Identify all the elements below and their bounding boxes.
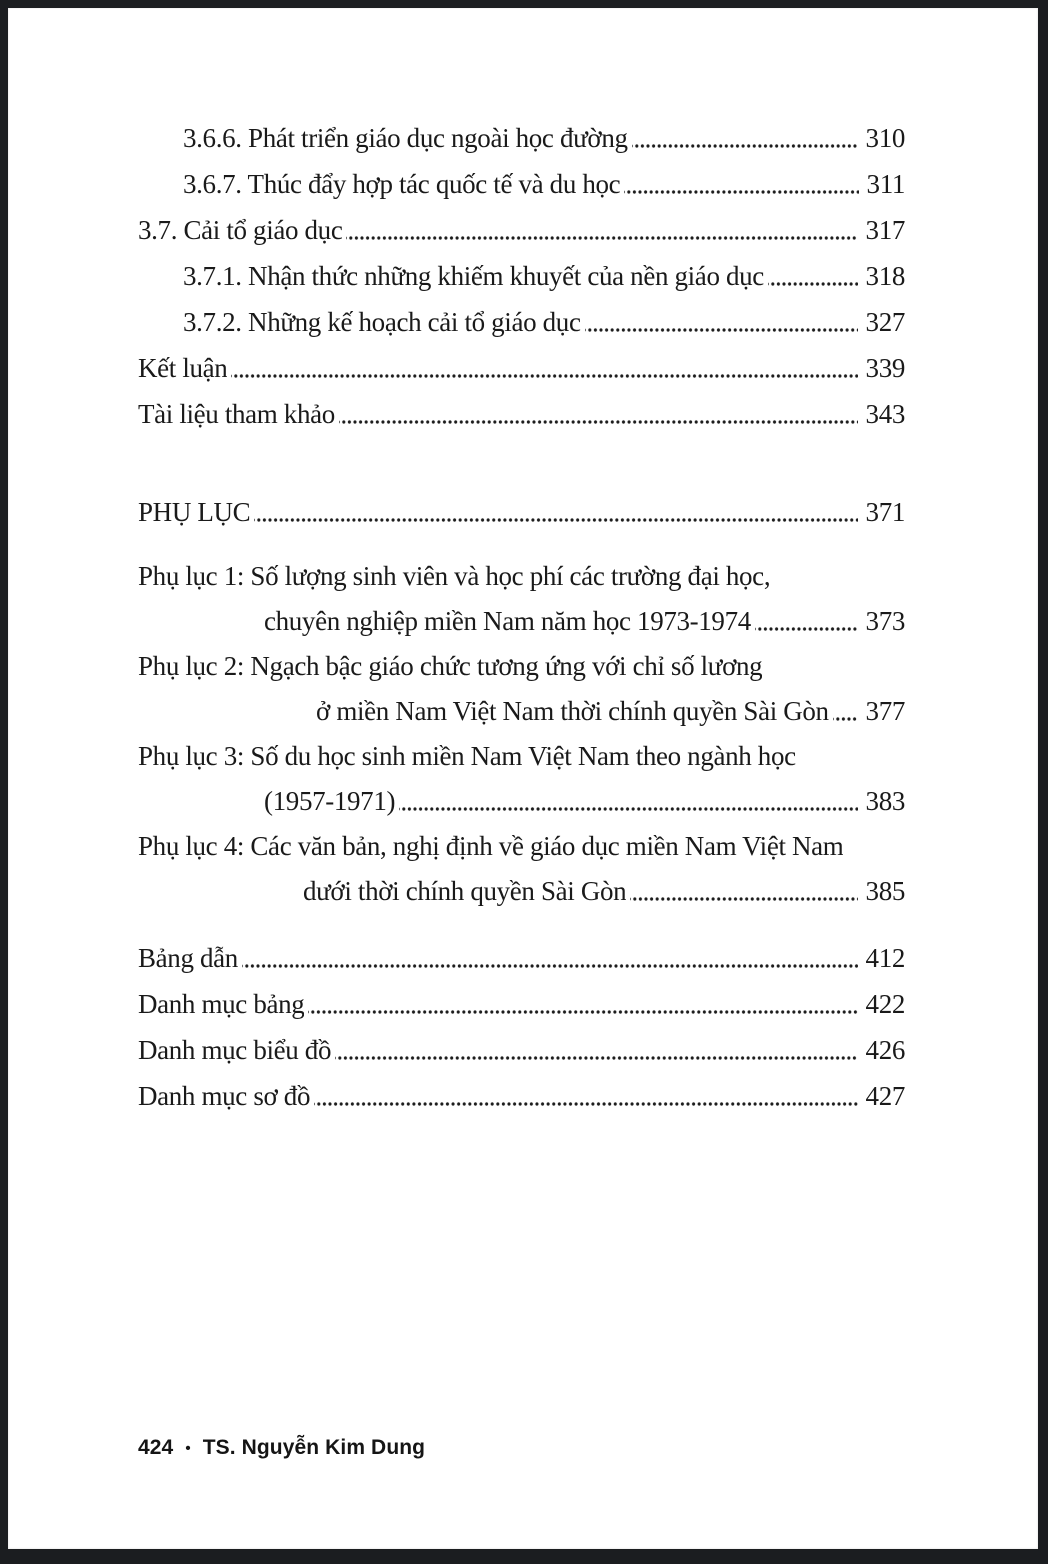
toc-entry	[138, 644, 905, 689]
toc-entry-text: dưới thời chính quyền Sài Gòn	[303, 876, 627, 906]
dot-leader	[335, 1027, 857, 1073]
toc-entry	[138, 689, 905, 734]
toc-entry	[138, 253, 905, 299]
toc-page-number: 385	[865, 876, 905, 906]
toc-page-number: 343	[865, 399, 905, 429]
toc-entry-text: Phụ lục 3: Số du học sinh miền Nam Việt Nam theo ngành học	[138, 741, 796, 771]
toc-page-number: 377	[865, 696, 905, 726]
toc-entry	[138, 935, 905, 981]
toc-entry	[138, 299, 905, 345]
toc-entry-text: Phụ lục 2: Ngạch bậc giáo chức tương ứng với chỉ số lương	[138, 651, 763, 681]
dot-leader	[231, 345, 857, 391]
toc-entry-text: Bảng dẫn	[138, 943, 238, 973]
dot-leader	[630, 869, 857, 914]
toc-entry	[138, 115, 905, 161]
dot-leader	[585, 299, 858, 345]
toc-entry-text: 3.7. Cải tổ giáo dục	[138, 215, 343, 245]
toc-entry	[138, 779, 905, 824]
toc-page-number: 339	[865, 353, 905, 383]
toc-page-number: 427	[865, 1081, 905, 1111]
toc-page-number: 383	[865, 786, 905, 816]
book-page	[8, 8, 1038, 1549]
toc-entry	[138, 345, 905, 391]
toc-page-number: 327	[865, 307, 905, 337]
toc-entry-text: ở miền Nam Việt Nam thời chính quyền Sài Gòn	[316, 696, 829, 726]
toc-page-number: 426	[865, 1035, 905, 1065]
page-footer	[138, 1436, 425, 1460]
dot-leader	[242, 935, 858, 981]
toc-entry-text: 3.6.7. Thúc đẩy hợp tác quốc tế và du học	[183, 169, 621, 199]
toc-page-number: 318	[865, 261, 905, 291]
dot-leader	[624, 161, 858, 207]
toc-entry-text: 3.7.1. Nhận thức những khiếm khuyết của nền giáo dục	[183, 261, 764, 291]
dot-leader	[339, 391, 858, 437]
toc-entry-text: PHỤ LỤC	[138, 497, 251, 527]
toc-entry	[138, 599, 905, 644]
toc-entry	[138, 391, 905, 437]
dot-leader	[632, 115, 858, 161]
dot-leader	[768, 253, 858, 299]
toc-entry	[138, 1027, 905, 1073]
toc-entry	[138, 207, 905, 253]
toc-entry-text: 3.7.2. Những kế hoạch cải tổ giáo dục	[183, 307, 581, 337]
toc-entry-text: Phụ lục 1: Số lượng sinh viên và học phí các trường đại học,	[138, 561, 771, 591]
dot-leader	[346, 207, 857, 253]
toc-entry	[138, 824, 905, 869]
dot-leader	[314, 1073, 857, 1119]
toc-page-number: 311	[866, 169, 905, 199]
toc-entry-text: Tài liệu tham khảo	[138, 399, 335, 429]
table-of-contents	[8, 8, 1038, 1119]
toc-entry-text: Danh mục sơ đồ	[138, 1081, 311, 1111]
toc-entry-text: Danh mục bảng	[138, 989, 305, 1019]
toc-entry	[138, 489, 905, 535]
toc-page-number: 373	[865, 606, 905, 636]
toc-entry	[138, 869, 905, 914]
toc-entry-text: 3.6.6. Phát triển giáo dục ngoài học đường	[183, 123, 628, 153]
toc-entry-text: Phụ lục 4: Các văn bản, nghị định về giáo dục miền Nam Việt Nam	[138, 831, 844, 861]
toc-entry-text: chuyên nghiệp miền Nam năm học 1973-1974	[264, 606, 751, 636]
footer-bullet-icon: •	[185, 1439, 191, 1457]
toc-entry	[138, 161, 905, 207]
dot-leader	[254, 489, 857, 535]
dot-leader	[399, 779, 857, 824]
toc-page-number: 317	[865, 215, 905, 245]
toc-entry-text: Danh mục biểu đồ	[138, 1035, 332, 1065]
dot-leader	[833, 689, 858, 734]
toc-entry	[138, 981, 905, 1027]
toc-entry	[138, 734, 905, 779]
toc-entry-text: (1957-1971)	[264, 786, 396, 816]
toc-page-number: 310	[865, 123, 905, 153]
footer-author: TS. Nguyễn Kim Dung	[202, 1436, 426, 1459]
dot-leader	[308, 981, 857, 1027]
toc-page-number: 422	[865, 989, 905, 1019]
toc-page-number: 371	[865, 497, 905, 527]
dot-leader	[755, 599, 858, 644]
footer-page-number: 424	[138, 1436, 174, 1459]
toc-entry	[138, 1073, 905, 1119]
toc-entry-text: Kết luận	[138, 353, 228, 383]
toc-entry	[138, 554, 905, 599]
toc-page-number: 412	[865, 943, 905, 973]
